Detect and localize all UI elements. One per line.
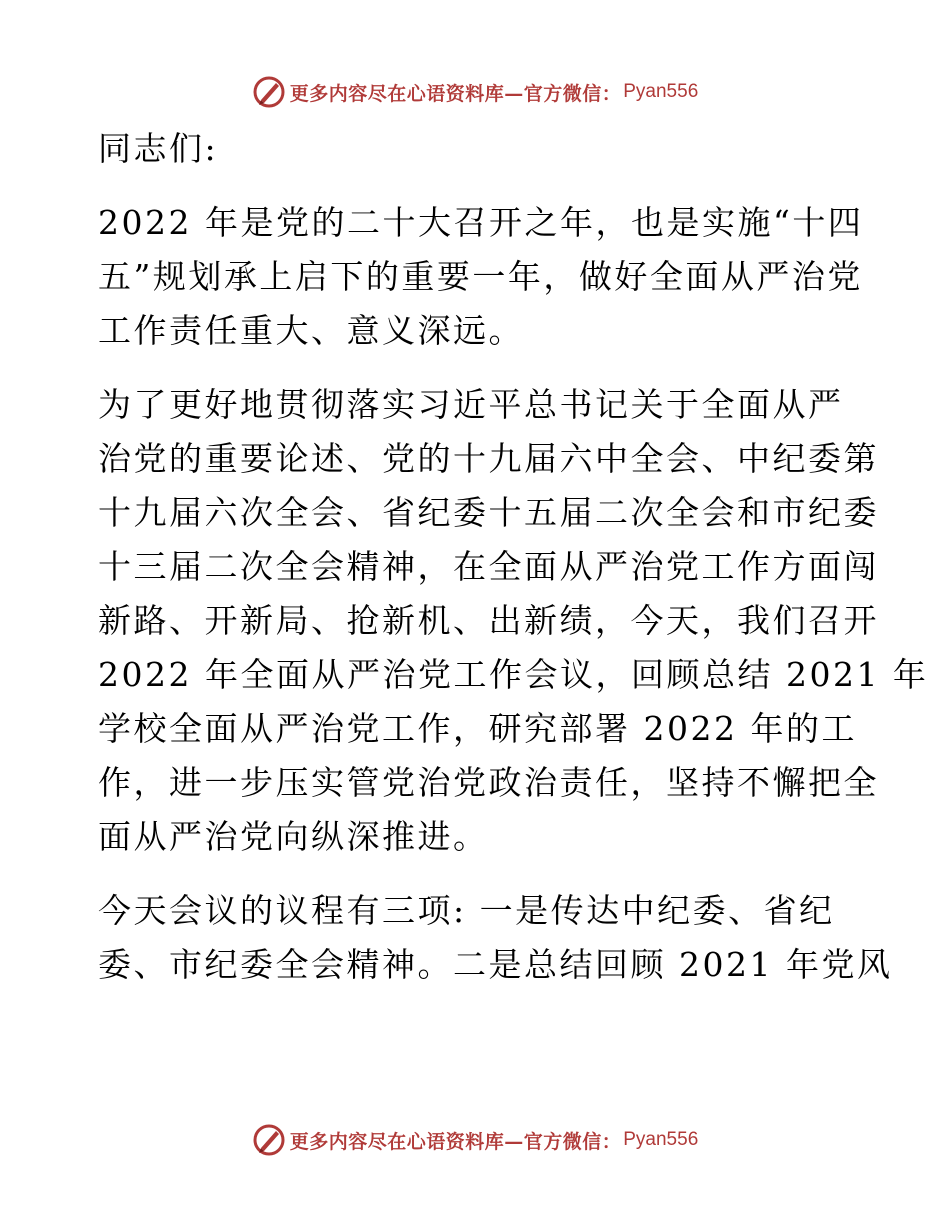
text-line: 作，进一步压实管党治党政治责任，坚持不懈把全 [98, 763, 879, 802]
text-line: 治党的重要论述、党的十九届六中全会、中纪委第 [98, 439, 879, 478]
watermark-id: Pyan556 [623, 1129, 699, 1150]
text-line: 同志们: [98, 129, 219, 168]
text-line: 面从严治党向纵深推进。 [98, 817, 489, 856]
text-line: 为了更好地贯彻落实习近平总书记关于全面从严 [98, 385, 844, 424]
text-line: 十三届二次全会精神，在全面从严治党工作方面闯 [98, 547, 879, 586]
document-body [98, 122, 929, 992]
text-line: 工作责任重大、意义深远。 [98, 311, 524, 350]
pen-logo-icon [252, 75, 286, 109]
text-line: 今天会议的议程有三项: 一是传达中纪委、省纪 [98, 891, 835, 930]
pen-logo-icon [252, 1123, 286, 1157]
header-watermark [0, 72, 950, 112]
paragraph-gap [98, 176, 850, 196]
text-line: 委、市纪委全会精神。二是总结回顾 2021 年党风 [98, 945, 893, 984]
watermark-id: Pyan556 [623, 81, 699, 102]
paragraph-gap [98, 864, 850, 884]
text-line: 五”规划承上启下的重要一年，做好全面从严治党 [98, 257, 863, 296]
text-line: 2022 年是党的二十大召开之年，也是实施“十四 [98, 203, 864, 242]
text-line: 2022 年全面从严治党工作会议，回顾总结 2021 年 [98, 655, 929, 694]
text-line: 十九届六次全会、省纪委十五届二次全会和市纪委 [98, 493, 879, 532]
paragraph-gap [98, 358, 850, 378]
text-line: 学校全面从严治党工作，研究部署 2022 年的工 [98, 709, 857, 748]
watermark-text: 更多内容尽在心语资料库—官方微信： [289, 82, 622, 105]
footer-watermark [0, 1120, 950, 1160]
watermark-text: 更多内容尽在心语资料库—官方微信： [289, 1130, 622, 1153]
text-line: 新路、开新局、抢新机、出新绩，今天，我们召开 [98, 601, 879, 640]
